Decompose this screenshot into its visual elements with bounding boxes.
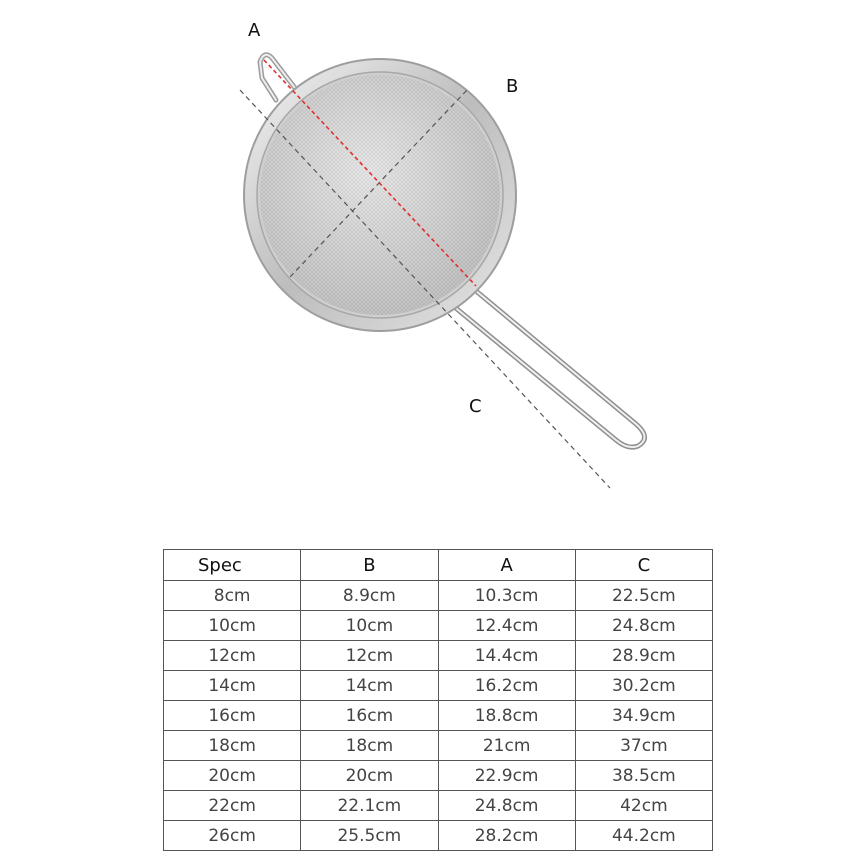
cell-b: 18cm <box>301 731 438 761</box>
cell-b: 8.9cm <box>301 581 438 611</box>
dimension-label-a: A <box>248 20 261 41</box>
cell-b: 10cm <box>301 611 438 641</box>
cell-spec: 26cm <box>164 821 301 851</box>
table-row <box>164 701 713 731</box>
cell-spec: 16cm <box>164 701 301 731</box>
cell-a: 18.8cm <box>438 701 575 731</box>
cell-b: 25.5cm <box>301 821 438 851</box>
cell-spec: 20cm <box>164 761 301 791</box>
header-spec: Spec <box>164 550 301 581</box>
cell-c: 30.2cm <box>575 671 712 701</box>
cell-b: 14cm <box>301 671 438 701</box>
table-row <box>164 671 713 701</box>
cell-a: 28.2cm <box>438 821 575 851</box>
cell-a: 10.3cm <box>438 581 575 611</box>
cell-c: 34.9cm <box>575 701 712 731</box>
cell-a: 24.8cm <box>438 791 575 821</box>
cell-spec: 12cm <box>164 641 301 671</box>
cell-spec: 22cm <box>164 791 301 821</box>
table-row <box>164 791 713 821</box>
cell-a: 12.4cm <box>438 611 575 641</box>
spec-table <box>163 549 713 851</box>
cell-c: 44.2cm <box>575 821 712 851</box>
cell-spec: 14cm <box>164 671 301 701</box>
table-header-row <box>164 550 713 581</box>
strainer-handle <box>446 286 645 447</box>
cell-b: 20cm <box>301 761 438 791</box>
dimension-label-b: B <box>506 76 519 97</box>
cell-a: 16.2cm <box>438 671 575 701</box>
cell-c: 37cm <box>575 731 712 761</box>
cell-c: 22.5cm <box>575 581 712 611</box>
cell-c: 38.5cm <box>575 761 712 791</box>
table-row <box>164 581 713 611</box>
cell-a: 21cm <box>438 731 575 761</box>
cell-b: 16cm <box>301 701 438 731</box>
dimension-label-c: C <box>469 396 482 417</box>
cell-b: 12cm <box>301 641 438 671</box>
cell-c: 28.9cm <box>575 641 712 671</box>
cell-spec: 8cm <box>164 581 301 611</box>
table-row <box>164 761 713 791</box>
header-b: B <box>301 550 438 581</box>
table-row <box>164 611 713 641</box>
cell-spec: 18cm <box>164 731 301 761</box>
cell-a: 14.4cm <box>438 641 575 671</box>
header-c: C <box>575 550 712 581</box>
table-row <box>164 731 713 761</box>
cell-c: 42cm <box>575 791 712 821</box>
strainer-bowl <box>244 59 519 331</box>
table-row <box>164 641 713 671</box>
cell-spec: 10cm <box>164 611 301 641</box>
cell-c: 24.8cm <box>575 611 712 641</box>
table-row <box>164 821 713 851</box>
cell-a: 22.9cm <box>438 761 575 791</box>
cell-b: 22.1cm <box>301 791 438 821</box>
header-a: A <box>438 550 575 581</box>
